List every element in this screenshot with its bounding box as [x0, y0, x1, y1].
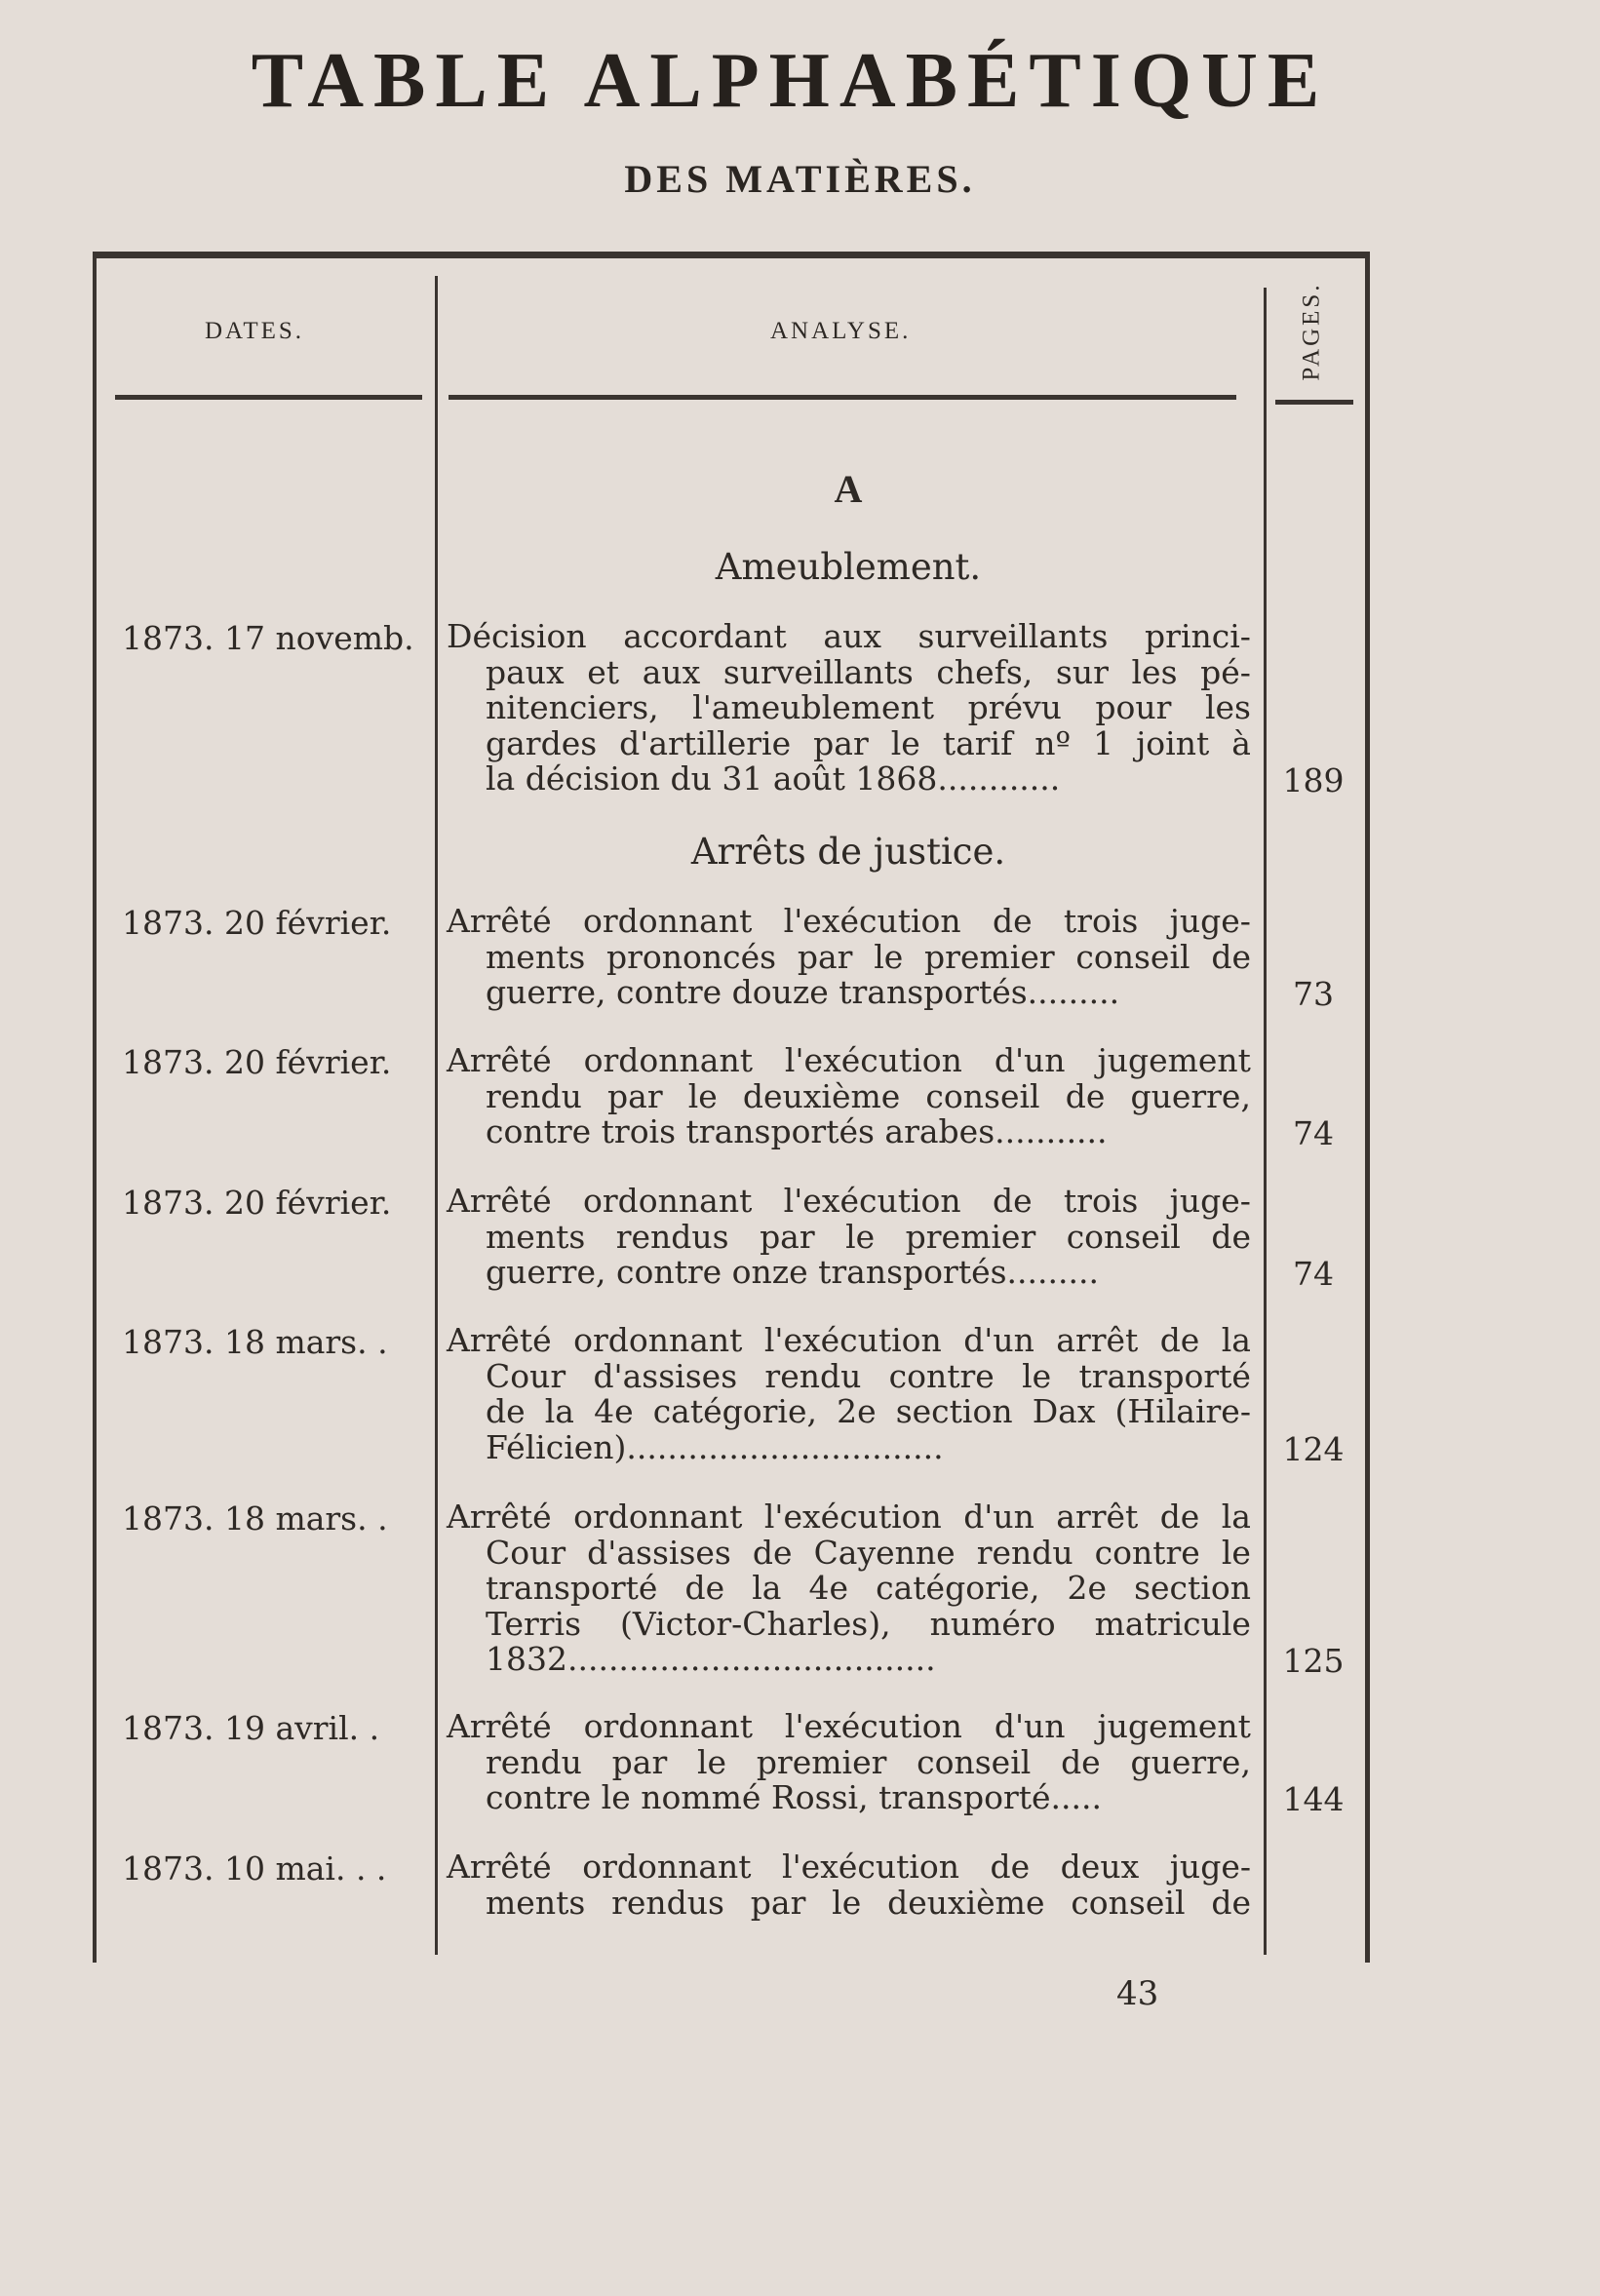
- word: ordonnant: [573, 1321, 743, 1359]
- entry-description: [447, 1499, 1251, 1678]
- entry-page: 124: [1282, 1430, 1345, 1468]
- word: conseil: [925, 1076, 1040, 1115]
- entry-page: 144: [1282, 1780, 1345, 1818]
- word: de: [992, 902, 1033, 940]
- word: ordonnant: [583, 902, 753, 940]
- entry-page: 125: [1282, 1642, 1345, 1680]
- word: arrêt: [1056, 1321, 1139, 1359]
- word: de: [1211, 937, 1251, 976]
- word: accordant: [623, 617, 787, 655]
- word: les: [1204, 688, 1251, 726]
- text-line: contre trois transportés arabes...........: [486, 1112, 1108, 1150]
- word: 2e: [837, 1392, 877, 1430]
- word: Terris: [486, 1604, 582, 1643]
- word: par: [611, 1742, 668, 1781]
- word: 1: [1093, 723, 1114, 762]
- word: ments: [486, 1217, 586, 1256]
- word: de: [992, 1182, 1033, 1220]
- word: Cayenne: [813, 1533, 956, 1572]
- word: tarif: [942, 723, 1013, 762]
- word: conseil: [917, 1742, 1032, 1781]
- word: section: [1134, 1569, 1251, 1607]
- word: d'un: [994, 1707, 1066, 1745]
- word: 4e: [594, 1392, 634, 1430]
- word: gardes: [486, 723, 598, 762]
- word: nº: [1034, 723, 1072, 762]
- word: de: [1211, 1217, 1251, 1256]
- entry-date: 1873. 20 février.: [122, 904, 392, 942]
- word: rendu: [486, 1742, 582, 1781]
- word: la: [752, 1569, 782, 1607]
- word: l'exécution: [784, 1041, 962, 1079]
- text-line: 1832....................................: [486, 1640, 936, 1678]
- word: de: [1159, 1498, 1200, 1536]
- entry-page: 189: [1282, 761, 1345, 799]
- word: la: [1221, 1321, 1251, 1359]
- word: (Hilaire-: [1114, 1392, 1251, 1430]
- text-line: la décision du 31 août 1868............: [486, 759, 1061, 798]
- word: 2e: [1067, 1569, 1108, 1607]
- word: joint: [1136, 723, 1210, 762]
- word: conseil: [1075, 937, 1190, 976]
- word: Dax: [1032, 1392, 1096, 1430]
- entry-page: 74: [1293, 1255, 1334, 1293]
- word: Arrêté: [447, 1182, 552, 1220]
- word: premier: [756, 1742, 887, 1781]
- word: 4e: [808, 1569, 849, 1607]
- word: l'exécution: [783, 902, 961, 940]
- word: paux: [486, 652, 565, 691]
- word: à: [1231, 723, 1251, 762]
- header-rule-dates: [115, 395, 422, 400]
- word: Décision: [447, 617, 587, 655]
- word: deuxième: [887, 1883, 1045, 1922]
- word: l'exécution: [784, 1707, 962, 1745]
- word: de: [486, 1392, 526, 1430]
- entry-description: [447, 1043, 1251, 1150]
- header-rule-analyse: [449, 395, 1236, 400]
- entry-description: [447, 619, 1251, 798]
- heading-arrets-de-justice: Arrêts de justice.: [690, 831, 1006, 873]
- word: de: [684, 1569, 725, 1607]
- word: de: [1159, 1321, 1200, 1359]
- word: ordonnant: [582, 1848, 752, 1886]
- word: Arrêté: [447, 1707, 552, 1745]
- word: Arrêté: [447, 1848, 552, 1886]
- entry-description: [447, 904, 1251, 1011]
- word: par: [760, 1217, 815, 1256]
- word: d'un: [994, 1041, 1066, 1079]
- word: ments: [486, 1883, 586, 1922]
- page-subtitle: DES MATIÈRES.: [624, 157, 976, 201]
- word: le: [874, 937, 904, 976]
- word: numéro: [929, 1604, 1056, 1643]
- entry-date: 1873. 10 mai. . .: [122, 1849, 387, 1887]
- word: Cour: [486, 1356, 566, 1395]
- word: par: [813, 723, 869, 762]
- word: guerre,: [1130, 1076, 1251, 1115]
- entry-date: 1873. 17 novemb.: [122, 619, 414, 657]
- word: par: [750, 1883, 806, 1922]
- word: le: [890, 723, 920, 762]
- section-letter: A: [834, 467, 863, 511]
- entry-date: 1873. 18 mars. .: [122, 1323, 388, 1361]
- word: le: [845, 1217, 876, 1256]
- entry-date: 1873. 20 février.: [122, 1043, 392, 1081]
- word: d'assises: [593, 1356, 738, 1395]
- word: sur: [1055, 652, 1109, 691]
- header-rule-pages: [1275, 400, 1353, 405]
- word: l'exécution: [782, 1848, 960, 1886]
- text-line: Félicien)...............................: [486, 1427, 944, 1466]
- word: le: [1022, 1356, 1052, 1395]
- word: Arrêté: [447, 1041, 552, 1079]
- word: d'un: [963, 1498, 1034, 1536]
- word: d'artillerie: [619, 723, 792, 762]
- word: pé-: [1200, 652, 1251, 691]
- word: ordonnant: [583, 1182, 753, 1220]
- word: rendu: [764, 1356, 862, 1395]
- word: ordonnant: [573, 1498, 743, 1536]
- word: deux: [1060, 1848, 1140, 1886]
- word: les: [1131, 652, 1178, 691]
- word: de: [1211, 1883, 1251, 1922]
- word: catégorie,: [652, 1392, 817, 1430]
- column-divider-pages: [1264, 288, 1267, 1955]
- entry-description: [447, 1184, 1251, 1291]
- word: trois: [1063, 1182, 1139, 1220]
- page-title: TABLE ALPHABÉTIQUE: [251, 38, 1330, 124]
- word: Arrêté: [447, 1321, 552, 1359]
- word: transporté: [486, 1569, 658, 1607]
- header-dates: DATES.: [205, 318, 305, 344]
- entry-description: [447, 1849, 1251, 1921]
- word: juge-: [1169, 902, 1251, 940]
- word: d'assises: [587, 1533, 731, 1572]
- word: Arrêté: [447, 902, 552, 940]
- word: rendus: [615, 1217, 729, 1256]
- word: l'ameublement: [692, 688, 935, 726]
- word: ordonnant: [583, 1041, 753, 1079]
- text-line: guerre, contre douze transportés.........: [486, 973, 1120, 1011]
- word: contre: [888, 1356, 995, 1395]
- page-number: 43: [1116, 1974, 1159, 2013]
- word: pour: [1095, 688, 1172, 726]
- word: jugement: [1097, 1707, 1251, 1745]
- word: l'exécution: [763, 1321, 942, 1359]
- word: l'exécution: [783, 1182, 961, 1220]
- text-line: guerre, contre onze transportés.........: [486, 1253, 1099, 1291]
- entry-page: 73: [1293, 975, 1334, 1013]
- word: par: [797, 937, 853, 976]
- word: arrêt: [1056, 1498, 1139, 1536]
- word: le: [832, 1883, 862, 1922]
- entry-description: [447, 1323, 1251, 1465]
- word: de: [1065, 1076, 1106, 1115]
- word: transporté: [1078, 1356, 1251, 1395]
- word: surveillants: [917, 617, 1109, 655]
- word: aux: [823, 617, 881, 655]
- word: de: [990, 1848, 1031, 1886]
- word: premier: [924, 937, 1055, 976]
- word: juge-: [1169, 1182, 1251, 1220]
- entry-page: 74: [1293, 1114, 1334, 1152]
- word: conseil: [1066, 1217, 1181, 1256]
- word: guerre,: [1130, 1742, 1251, 1781]
- heading-ameublement: Ameublement.: [715, 546, 982, 588]
- word: trois: [1063, 902, 1139, 940]
- word: ordonnant: [583, 1707, 753, 1745]
- text-line: contre le nommé Rossi, transporté.....: [486, 1778, 1102, 1816]
- word: Arrêté: [447, 1498, 552, 1536]
- word: (Victor-Charles),: [620, 1604, 891, 1643]
- word: catégorie,: [876, 1569, 1040, 1607]
- entry-description: [447, 1709, 1251, 1816]
- word: chefs,: [936, 652, 1034, 691]
- column-divider-dates: [435, 276, 438, 1955]
- word: deuxième: [742, 1076, 901, 1115]
- entry-date: 1873. 19 avril. .: [122, 1709, 380, 1747]
- word: nitenciers,: [486, 688, 659, 726]
- word: rendus: [611, 1883, 724, 1922]
- header-pages: PAGES.: [1299, 282, 1325, 381]
- word: contre: [1094, 1533, 1200, 1572]
- word: jugement: [1097, 1041, 1251, 1079]
- word: princi-: [1145, 617, 1251, 655]
- word: la: [544, 1392, 574, 1430]
- word: aux: [642, 652, 701, 691]
- word: conseil: [1071, 1883, 1186, 1922]
- word: de: [752, 1533, 793, 1572]
- word: prononcés: [606, 937, 777, 976]
- word: matricule: [1094, 1604, 1251, 1643]
- entry-date: 1873. 18 mars. .: [122, 1499, 388, 1537]
- word: et: [587, 652, 620, 691]
- word: surveillants: [722, 652, 914, 691]
- word: le: [696, 1742, 727, 1781]
- word: par: [607, 1076, 663, 1115]
- word: de: [1061, 1742, 1101, 1781]
- word: d'un: [963, 1321, 1034, 1359]
- word: l'exécution: [763, 1498, 942, 1536]
- word: rendu: [486, 1076, 582, 1115]
- entry-date: 1873. 20 février.: [122, 1184, 392, 1222]
- word: le: [1221, 1533, 1251, 1572]
- word: Cour: [486, 1533, 566, 1572]
- word: prévu: [967, 688, 1062, 726]
- header-analyse: ANALYSE.: [770, 318, 912, 344]
- word: rendu: [976, 1533, 1073, 1572]
- word: premier: [905, 1217, 1036, 1256]
- word: le: [687, 1076, 718, 1115]
- word: ments: [486, 937, 586, 976]
- word: la: [1221, 1498, 1251, 1536]
- word: section: [895, 1392, 1013, 1430]
- word: juge-: [1169, 1848, 1251, 1886]
